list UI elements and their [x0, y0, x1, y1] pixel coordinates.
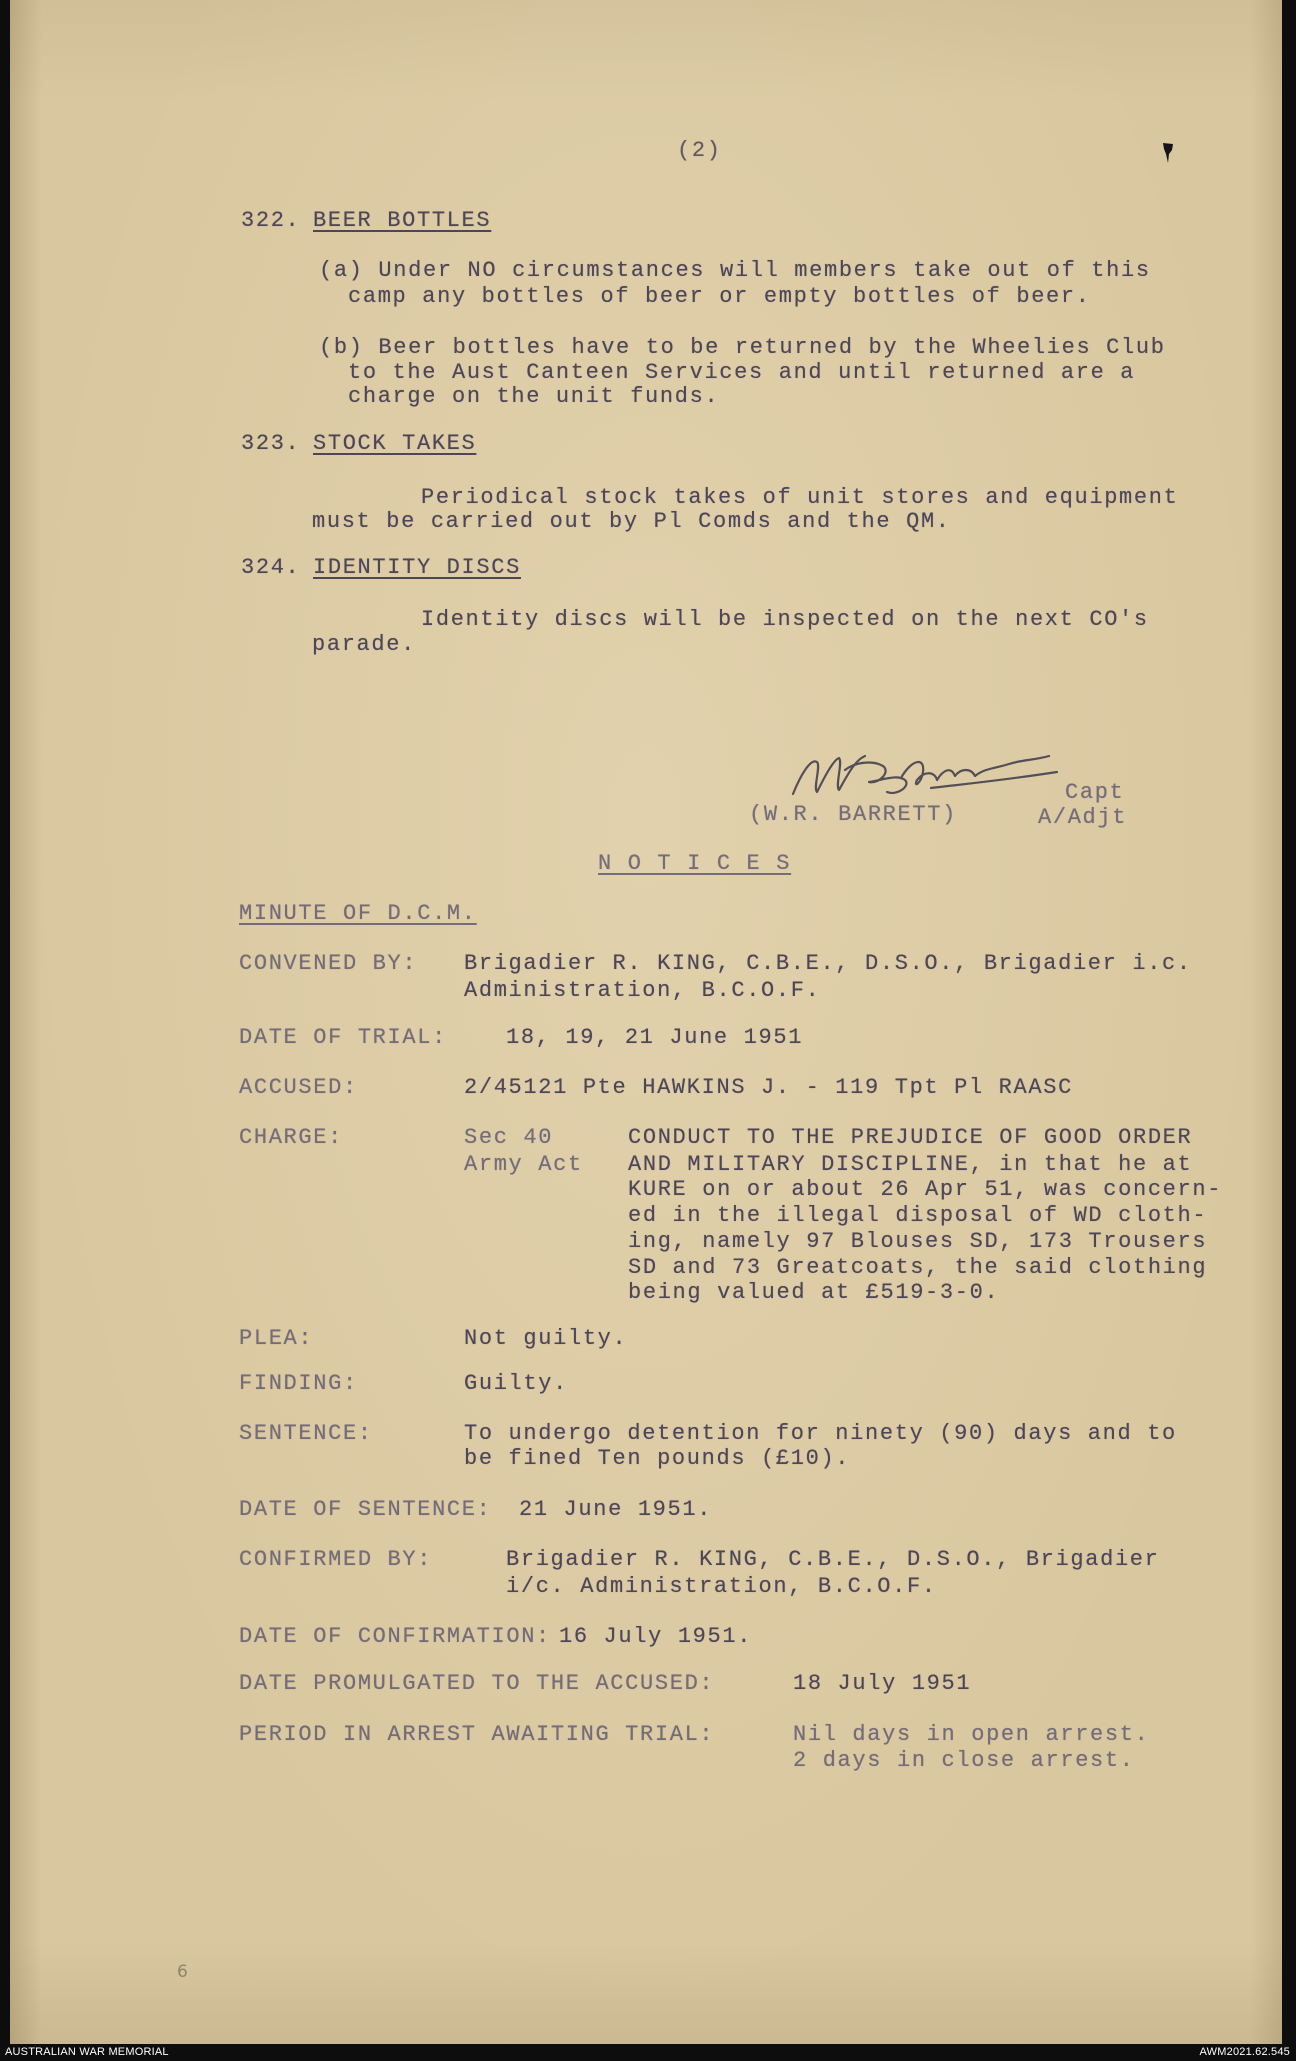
order-322-para-b-line-1: (b) Beer bottles have to be returned by the Wheelies Club	[319, 335, 1166, 360]
confirmed-by-label: CONFIRMED BY:	[239, 1547, 433, 1572]
order-323-number: 323.	[241, 431, 301, 456]
convened-by-value-line-1: Brigadier R. KING, C.B.E., D.S.O., Brigadier i.c.	[464, 951, 1192, 976]
charge-text-line-3: KURE on or about 26 Apr 51, was concern-	[628, 1177, 1223, 1202]
plea-label: PLEA:	[239, 1326, 314, 1351]
accused-label: ACCUSED:	[239, 1075, 358, 1100]
charge-text-line-1: CONDUCT TO THE PREJUDICE OF GOOD ORDER	[628, 1125, 1193, 1150]
document-page	[10, 0, 1282, 2044]
plea-value: Not guilty.	[464, 1326, 628, 1351]
order-323-line-2: must be carried out by Pl Comds and the QM.	[312, 509, 951, 534]
signatory-name: (W.R. BARRETT)	[749, 802, 957, 827]
order-324-line-1: Identity discs will be inspected on the next CO's	[421, 607, 1149, 632]
order-323-line-1: Periodical stock takes of unit stores and equipment	[421, 485, 1179, 510]
convened-by-label: CONVENED BY:	[239, 951, 418, 976]
charge-text-line-4: ed in the illegal disposal of WD cloth-	[628, 1203, 1208, 1228]
date-of-sentence-value: 21 June 1951.	[519, 1497, 713, 1522]
archive-footer-strip	[0, 2044, 1296, 2061]
page-number: (2)	[677, 138, 722, 163]
order-324-heading: IDENTITY DISCS	[313, 555, 521, 580]
finding-value: Guilty.	[464, 1371, 568, 1396]
convened-by-value-line-2: Administration, B.C.O.F.	[464, 978, 821, 1003]
charge-section-line-1: Sec 40	[464, 1125, 554, 1150]
finding-label: FINDING:	[239, 1371, 358, 1396]
charge-section-line-2: Army Act	[464, 1152, 583, 1177]
order-324-line-2: parade.	[312, 632, 416, 657]
order-324-number: 324.	[241, 555, 301, 580]
charge-label: CHARGE:	[239, 1125, 343, 1150]
signatory-rank: Capt	[1065, 780, 1125, 805]
date-promulgated-label: DATE PROMULGATED TO THE ACCUSED:	[239, 1671, 715, 1696]
confirmed-by-value-line-1: Brigadier R. KING, C.B.E., D.S.O., Brigadier	[506, 1547, 1160, 1572]
date-of-trial-label: DATE OF TRIAL:	[239, 1025, 447, 1050]
period-in-arrest-value-line-2: 2 days in close arrest.	[793, 1748, 1135, 1773]
order-322-para-a-line-2: camp any bottles of beer or empty bottles of beer.	[348, 284, 1091, 309]
order-322-para-a-line-1: (a) Under NO circumstances will members take out of this	[319, 258, 1151, 283]
accused-value: 2/45121 Pte HAWKINS J. - 119 Tpt Pl RAASC	[464, 1075, 1073, 1100]
date-of-sentence-label: DATE OF SENTENCE:	[239, 1497, 492, 1522]
order-322-heading: BEER BOTTLES	[313, 208, 492, 233]
date-of-confirmation-value: 16 July 1951.	[559, 1624, 753, 1649]
sentence-value-line-2: be fined Ten pounds (£10).	[464, 1446, 851, 1471]
order-322-para-b-line-3: charge on the unit funds.	[348, 384, 720, 409]
confirmed-by-value-line-2: i/c. Administration, B.C.O.F.	[506, 1574, 937, 1599]
charge-text-line-6: SD and 73 Greatcoats, the said clothing	[628, 1255, 1208, 1280]
footer-institution: AUSTRALIAN WAR MEMORIAL	[5, 2046, 169, 2058]
date-promulgated-value: 18 July 1951	[793, 1671, 972, 1696]
period-in-arrest-label: PERIOD IN ARREST AWAITING TRIAL:	[239, 1722, 715, 1747]
order-322-para-b-line-2: to the Aust Canteen Services and until returned are a	[348, 360, 1136, 385]
period-in-arrest-value-line-1: Nil days in open arrest.	[793, 1722, 1150, 1747]
ink-blot-mark	[1160, 141, 1176, 165]
charge-text-line-2: AND MILITARY DISCIPLINE, in that he at	[628, 1152, 1193, 1177]
date-of-trial-value: 18, 19, 21 June 1951	[506, 1025, 804, 1050]
sentence-label: SENTENCE:	[239, 1421, 373, 1446]
order-322-number: 322.	[241, 208, 301, 233]
notices-subtitle: MINUTE OF D.C.M.	[239, 901, 477, 926]
footer-accession-number: AWM2021.62.545	[1199, 2046, 1290, 2058]
margin-pencil-mark: 6	[177, 1962, 188, 1982]
charge-text-line-7: being valued at £519-3-0.	[628, 1280, 1000, 1305]
order-323-heading: STOCK TAKES	[313, 431, 477, 456]
sentence-value-line-1: To undergo detention for ninety (90) days and to	[464, 1421, 1177, 1446]
date-of-confirmation-label: DATE OF CONFIRMATION:	[239, 1624, 551, 1649]
notices-title: N O T I C E S	[598, 851, 792, 876]
charge-text-line-5: ing, namely 97 Blouses SD, 173 Trousers	[628, 1229, 1208, 1254]
signatory-appointment: A/Adjt	[1038, 805, 1128, 830]
